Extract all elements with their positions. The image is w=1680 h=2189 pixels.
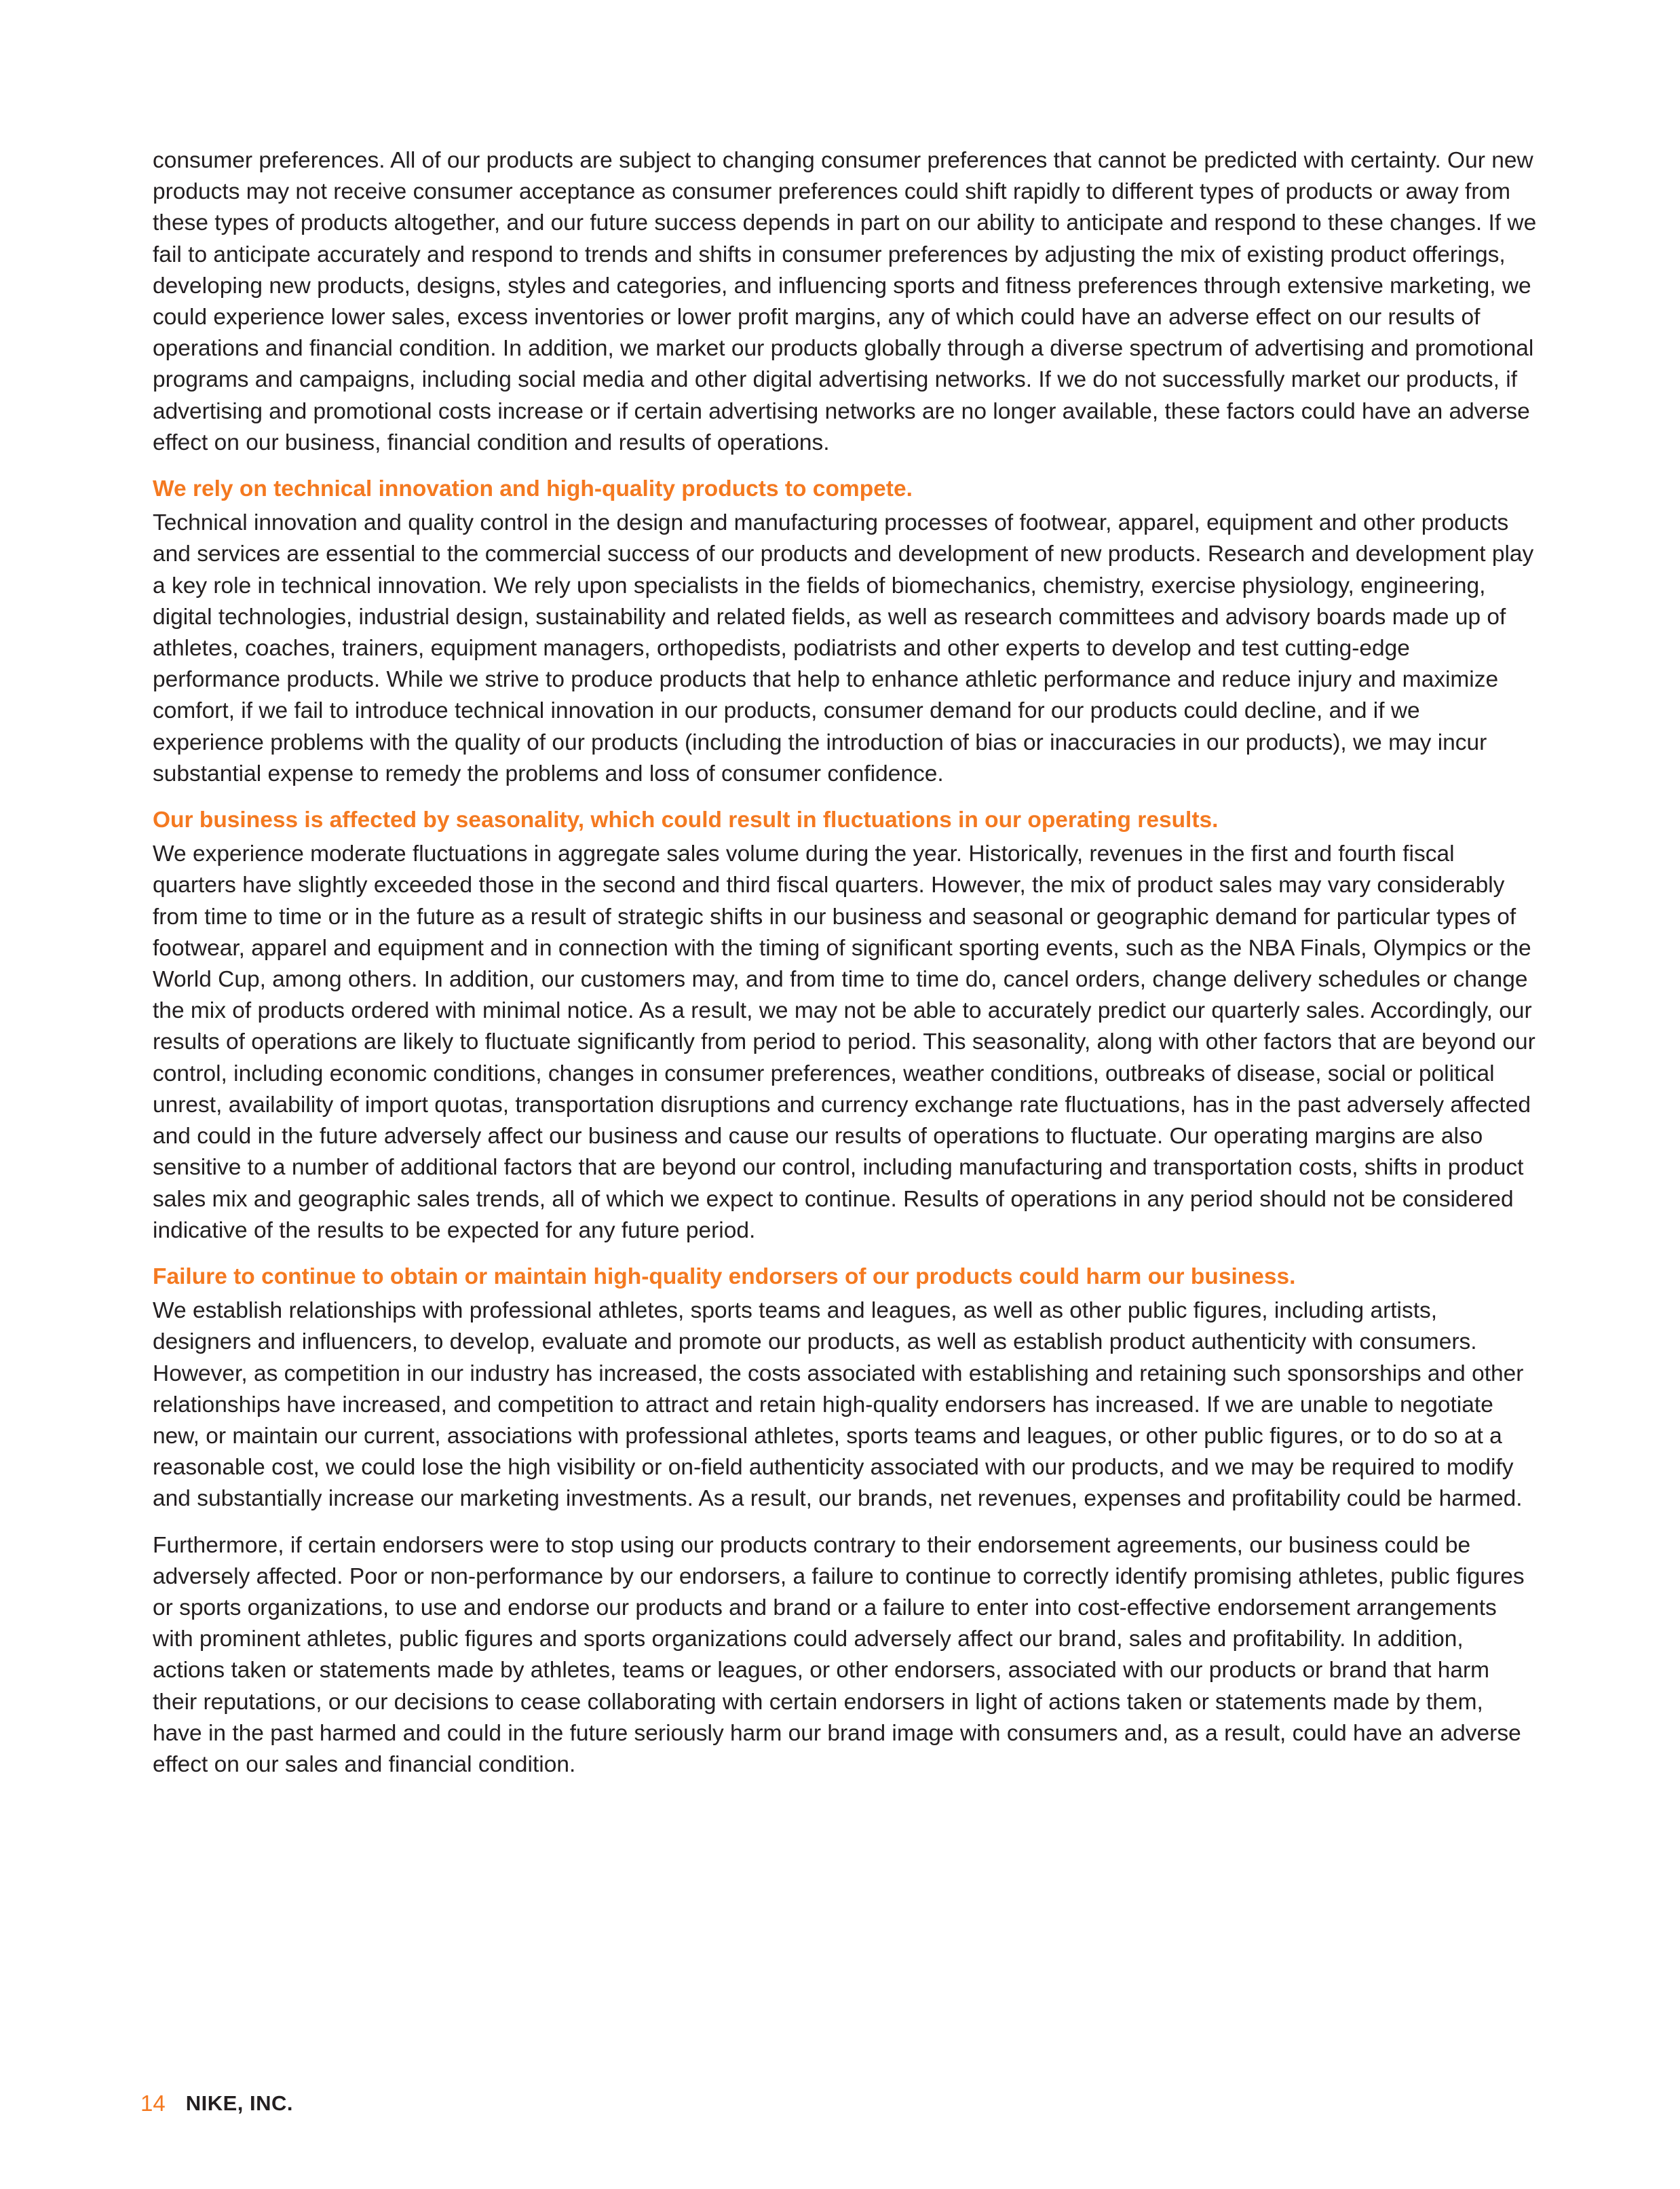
page-footer (140, 2089, 293, 2118)
body-paragraph: Technical innovation and quality control in the design and manufacturing processes of footwear, apparel, equipment and other products and services are essential to the commercial success of our products and development of new products. Research and development play a key role in technical innovation. We rely upon specialists in the fields of biomechanics, chemistry, exercise physiology, engineering, digital technologies, industrial design, sustainability and related fields, as well as research committees and advisory boards made up of athletes, coaches, trainers, equipment managers, orthopedists, podiatrists and other experts to develop and test cutting-edge performance products. While we strive to produce products that help to enhance athletic performance and reduce injury and maximize comfort, if we fail to introduce technical innovation in our products, consumer demand for our products could decline, and if we experience problems with the quality of our products (including the introduction of bias or inaccuracies in our products), we may incur substantial expense to remedy the problems and loss of consumer confidence. (153, 510, 1534, 786)
body-paragraph: We experience moderate fluctuations in aggregate sales volume during the year. Historically, revenues in the first and fourth fiscal quarters have slightly exceeded those in the second and third fiscal quarters. However, the mix of product sales may vary considerably from time to time or in the future as a result of strategic shifts in our business and seasonal or geographic demand for particular types of footwear, apparel and equipment and in connection with the timing of significant sporting events, such as the NBA Finals, Olympics or the World Cup, among others. In addition, our customers may, and from time to time do, cancel orders, change delivery schedules or change the mix of products ordered with minimal notice. As a result, we may not be able to accurately predict our quarterly sales. Accordingly, our results of operations are likely to fluctuate significantly from period to period. This seasonality, along with other factors that are beyond our control, including economic conditions, changes in consumer preferences, weather conditions, outbreaks of disease, social or political unrest, availability of import quotas, transportation disruptions and currency exchange rate fluctuations, has in the past adversely affected and could in the future adversely affect our business and cause our results of operations to fluctuate. Our operating margins are also sensitive to a number of additional factors that are beyond our control, including manufacturing and transportation costs, shifts in product sales mix and geographic sales trends, all of which we expect to continue. Results of operations in any period should not be considered indicative of the results to be expected for any future period. (153, 841, 1535, 1243)
page-number: 14 (140, 2091, 166, 2116)
body-paragraph: Furthermore, if certain endorsers were to stop using our products contrary to their endorsement agreements, our business could be adversely affected. Poor or non-performance by our endorsers, a failure to continue to correctly identify promising athletes, public figures or sports organizations, to use and endorse our products and brand or a failure to enter into cost-effective endorsement arrangements with prominent athletes, public figures and sports organizations could adversely affect our brand, sales and profitability. In addition, actions taken or statements made by athletes, teams or leagues, or other endorsers, associated with our products or brand that harm their reputations, or our decisions to cease collaborating with certain endorsers in light of actions taken or statements made by them, have in the past harmed and could in the future seriously harm our brand image with consumers and, as a result, could have an adverse effect on our sales and financial condition. (153, 1532, 1525, 1777)
section-heading: Failure to continue to obtain or maintain high-quality endorsers of our products could harm our business. (153, 1263, 1296, 1289)
company-name: NIKE, INC. (185, 2091, 294, 2115)
body-paragraph: We establish relationships with professional athletes, sports teams and leagues, as well as other public figures, including artists, designers and influencers, to develop, evaluate and promote our products, as well as establish product authenticity with consumers. However, as competition in our industry has increased, the costs associated with establishing and retaining such sponsorships and other relationships have increased, and competition to attract and retain high-quality endorsers has increased. If we are unable to negotiate new, or maintain our current, associations with professional athletes, sports teams and leagues, or other public figures, or to do so at a reasonable cost, we could lose the high visibility or on-field authenticity associated with our products, and we may be required to modify and substantially increase our marketing investments. As a result, our brands, net revenues, expenses and profitability could be harmed. (153, 1298, 1524, 1512)
document-body (153, 145, 1537, 1795)
body-paragraph: consumer preferences. All of our products are subject to changing consumer preferences that cannot be predicted with certainty. Our new products may not receive consumer acceptance as consumer preferences could shift rapidly to different types of products or away from these types of products altogether, and our future success depends in part on our ability to anticipate and respond to these changes. If we fail to anticipate accurately and respond to trends and shifts in consumer preferences by adjusting the mix of existing product offerings, developing new products, designs, styles and categories, and influencing sports and fitness preferences through extensive marketing, we could experience lower sales, excess inventories or lower profit margins, any of which could have an adverse effect on our results of operations and financial condition. In addition, we market our products globally through a diverse spectrum of advertising and promotional programs and campaigns, including social media and other digital advertising networks. If we do not successfully market our products, if advertising and promotional costs increase or if certain advertising networks are no longer available, these factors could have an adverse effect on our business, financial condition and results of operations. (153, 148, 1537, 455)
section-heading: We rely on technical innovation and high-quality products to compete. (153, 476, 913, 502)
section-heading: Our business is affected by seasonality, which could result in fluctuations in our operating results. (153, 807, 1219, 833)
